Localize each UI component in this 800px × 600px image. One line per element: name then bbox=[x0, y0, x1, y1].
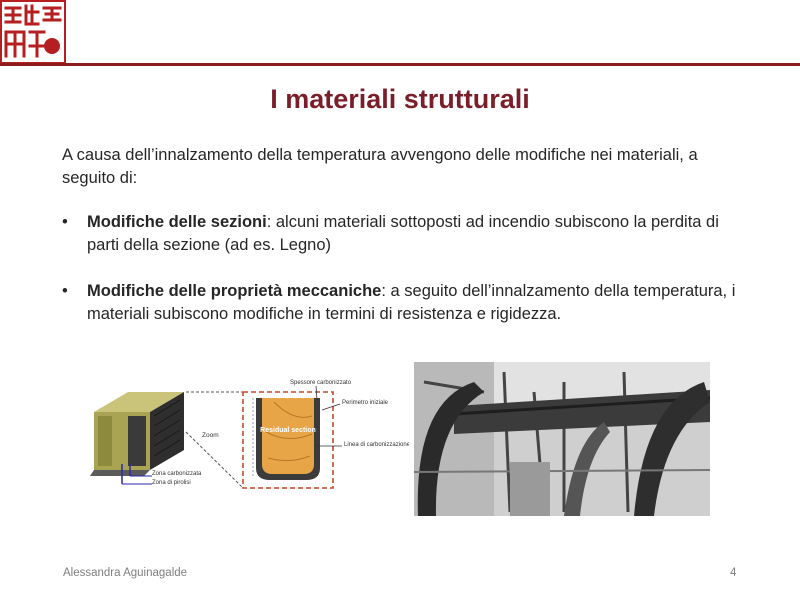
label-linea: Linea di carbonizzazione bbox=[344, 442, 409, 448]
bullet-item bbox=[62, 211, 752, 257]
label-zoom: Zoom bbox=[202, 432, 219, 439]
header-rule bbox=[0, 63, 800, 66]
label-spessore: Spessore carbonizzato bbox=[290, 380, 352, 386]
bullet-dot-icon: • bbox=[62, 282, 68, 300]
label-residual-section: Residual section bbox=[260, 427, 316, 434]
footer-author: Alessandra Aguinagalde bbox=[63, 567, 188, 579]
bullet-item bbox=[62, 280, 752, 326]
intro-text: A causa dell’innalzamento della temperatura avvengono delle modifiche nei materiali, a seguito di: bbox=[62, 146, 698, 187]
bullet-text: : a seguito dell’innalzamento della temperatura, i materiali subiscono modifiche in termini di resistenza e rigidezza. bbox=[87, 282, 736, 323]
bullet-list bbox=[62, 211, 752, 326]
charring-diagram bbox=[84, 372, 409, 502]
label-perimetro: Perimetro iniziale bbox=[342, 400, 389, 406]
bullet-bold: Modifiche delle sezioni bbox=[87, 213, 267, 231]
label-zona-carbonizzata: Zona carbonizzata bbox=[152, 471, 202, 477]
bullet-text: : alcuni materiali sottoposti ad incendio subiscono la perdita di parti della sezione (ad es. Legno) bbox=[87, 213, 719, 254]
page-number: 4 bbox=[730, 567, 737, 579]
slide-body bbox=[62, 144, 752, 349]
seal-logo-icon bbox=[0, 0, 66, 64]
timber-block-icon bbox=[90, 392, 184, 476]
bullet-bold: Modifiche delle proprietà meccaniche bbox=[87, 282, 382, 300]
bullet-dot-icon: • bbox=[62, 213, 68, 231]
label-zona-pirolisi: Zona di pirolisi bbox=[152, 480, 191, 486]
burnt-timber-photo bbox=[414, 362, 710, 516]
slide-title: I materiali strutturali bbox=[270, 84, 530, 114]
